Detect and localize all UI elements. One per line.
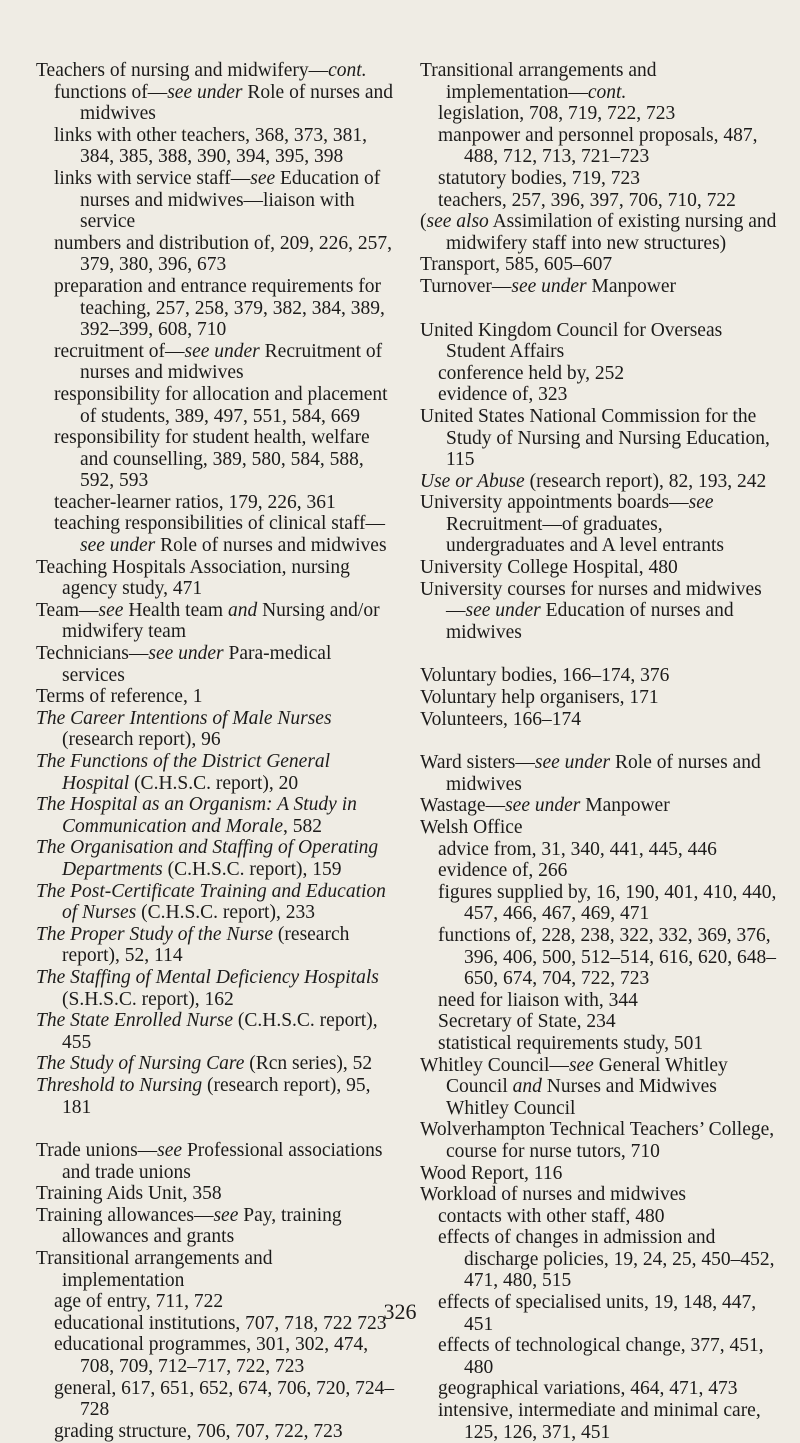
index-subentry: age of entry, 711, 722 (54, 1291, 224, 1313)
index-subentry: Secretary of State, 234 (438, 1011, 616, 1033)
index-entry: Use or Abuse (research report), 82, 193, 242 (420, 470, 767, 492)
index-subentry: educational programmes, 301, 302, 474, 708, 709, 712–717, 722, 723 (54, 1334, 369, 1378)
index-entry: The Study of Nursing Care (Rcn series), 52 (36, 1053, 373, 1075)
index-entry: Terms of reference, 1 (36, 686, 203, 708)
index-subentry: need for liaison with, 344 (438, 989, 638, 1011)
index-subentry: responsibility for allocation and placement of students, 389, 497, 551, 584, 669 (54, 383, 388, 427)
index-entry: Threshold to Nursing (research report), 95, 181 (36, 1074, 371, 1118)
index-subentry: effects of specialised units, 19, 148, 447, 451 (438, 1292, 757, 1335)
index-subentry: intensive, intermediate and minimal care, 125, 126, 371, 451 (438, 1400, 761, 1443)
index-entry: The Organisation and Staffing of Operating Departments (C.H.S.C. report), 159 (36, 837, 379, 880)
index-entry: Teaching Hospitals Association, nursing agency study, 471 (36, 556, 350, 600)
index-subentry: manpower and personnel proposals, 487, 488, 712, 713, 721–723 (438, 124, 758, 168)
index-entry: The Career Intentions of Male Nurses (research report), 96 (36, 707, 332, 751)
index-entry: The Functions of the District General Hospital (C.H.S.C. report), 20 (36, 751, 331, 794)
index-entry: United Kingdom Council for Overseas Student Affairs (420, 319, 723, 363)
index-subentry: educational institutions, 707, 718, 722 723 (54, 1312, 387, 1334)
index-subentry: evidence of, 323 (438, 384, 568, 406)
index-column-right (420, 60, 782, 1443)
index-subentry: figures supplied by, 16, 190, 401, 410, 440, 457, 466, 467, 469, 471 (438, 881, 777, 925)
index-subentry: statutory bodies, 719, 723 (438, 167, 641, 189)
index-subentry: teacher-learner ratios, 179, 226, 361 (54, 491, 336, 513)
index-subentry: general, 617, 651, 652, 674, 706, 720, 724–728 (54, 1377, 395, 1421)
index-entry: Transitional arrangements and implementation (36, 1248, 273, 1291)
index-entry: The Staffing of Mental Deficiency Hospitals (S.H.S.C. report), 162 (36, 966, 379, 1010)
index-entry: Wastage—see under Manpower (420, 795, 670, 817)
index-subentry: legislation, 708, 719, 722, 723 (438, 103, 676, 125)
index-entry: Turnover—see under Manpower (420, 275, 677, 297)
index-entry: University appointments boards—see Recruitment—of graduates, undergraduates and A level entrants (420, 492, 724, 557)
index-entry: Volunteers, 166–174 (420, 708, 582, 730)
index-entry: Welsh Office (420, 817, 523, 838)
index-entry: Voluntary bodies, 166–174, 376 (420, 665, 670, 687)
index-subentry: teachers, 257, 396, 397, 706, 710, 722 (438, 189, 736, 211)
index-entry: Transport, 585, 605–607 (420, 254, 613, 276)
index-subentry: grading structure, 706, 707, 722, 723 (54, 1420, 343, 1442)
index-subentry: statistical requirements study, 501 (438, 1032, 704, 1054)
index-entry: Technicians—see under Para-medical services (36, 643, 332, 686)
index-subentry: geographical variations, 464, 471, 473 (438, 1378, 738, 1400)
index-entry: The Hospital as an Organism: A Study in Communication and Morale, 582 (36, 794, 357, 837)
index-subentry: responsibility for student health, welfare and counselling, 389, 580, 584, 588, 592, 593 (54, 427, 370, 492)
index-subentry: functions of, 228, 238, 322, 332, 369, 376, 396, 406, 500, 512–514, 616, 620, 648–650, 674, 704, 722, 723 (438, 924, 776, 990)
index-subentry: advice from, 31, 340, 441, 445, 446 (438, 838, 717, 860)
index-entry: (see also Assimilation of existing nursing and midwifery staff into new structures) (420, 211, 777, 254)
index-entry: University College Hospital, 480 (420, 557, 678, 579)
index-subentry: recruitment of—see under Recruitment of nurses and midwives (54, 340, 383, 384)
index-entry: Trade unions—see Professional associations and trade unions (36, 1140, 383, 1183)
index-entry: Whitley Council—see General Whitley Council and Nurses and Midwives Whitley Council (420, 1054, 728, 1119)
index-subentry: evidence of, 266 (438, 860, 568, 882)
index-entry: The Post-Certificate Training and Education of Nurses (C.H.S.C. report), 233 (36, 880, 386, 924)
index-subentry: preparation and entrance requirements for teaching, 257, 258, 379, 382, 384, 389, 392–399, 608, 710 (54, 275, 385, 341)
index-entry: University courses for nurses and midwives —see under Education of nurses and midwives (420, 578, 762, 643)
index-column-left (36, 60, 398, 1442)
index-entry: The Proper Study of the Nurse (research report), 52, 114 (36, 923, 350, 967)
index-entry: Wolverhampton Technical Teachers’ College, course for nurse tutors, 710 (420, 1119, 775, 1162)
page-number: 326 (383, 1299, 417, 1324)
index-entry: United States National Commission for the Study of Nursing and Nursing Education, 115 (420, 405, 770, 471)
index-entry: The State Enrolled Nurse (C.H.S.C. report), 455 (36, 1010, 378, 1053)
index-subentry: numbers and distribution of, 209, 226, 257, 379, 380, 396, 673 (54, 232, 392, 276)
index-subentry: functions of—see under Role of nurses and midwives (54, 81, 394, 125)
index-entry: Workload of nurses and midwives (420, 1184, 686, 1206)
index-entry: Training Aids Unit, 358 (36, 1183, 222, 1205)
index-entry: Wood Report, 116 (420, 1162, 563, 1184)
index-subentry: teaching responsibilities of clinical staff—see under Role of nurses and midwives (54, 513, 387, 557)
index-subentry: contacts with other staff, 480 (438, 1205, 665, 1227)
index-subentry: effects of technological change, 377, 451, 480 (438, 1335, 764, 1378)
index-entry: Voluntary help organisers, 171 (420, 687, 659, 709)
index-entry: Training allowances—see Pay, training allowances and grants (36, 1204, 342, 1248)
index-entry: Ward sisters—see under Role of nurses and midwives (420, 752, 761, 795)
index-subentry: conference held by, 252 (438, 362, 625, 384)
index-entry: Team—see Health team and Nursing and/or midwifery team (36, 599, 380, 643)
index-entry: Transitional arrangements and implementation—cont. (420, 60, 657, 103)
index-entry: Teachers of nursing and midwifery—cont. (36, 60, 367, 81)
index-subentry: links with other teachers, 368, 373, 381, 384, 385, 388, 390, 394, 395, 398 (54, 124, 368, 168)
index-subentry: effects of changes in admission and discharge policies, 19, 24, 25, 450–452, 471, 480, 515 (438, 1227, 775, 1292)
index-subentry: links with service staff—see Education of nurses and midwives—liaison with service (54, 167, 381, 233)
